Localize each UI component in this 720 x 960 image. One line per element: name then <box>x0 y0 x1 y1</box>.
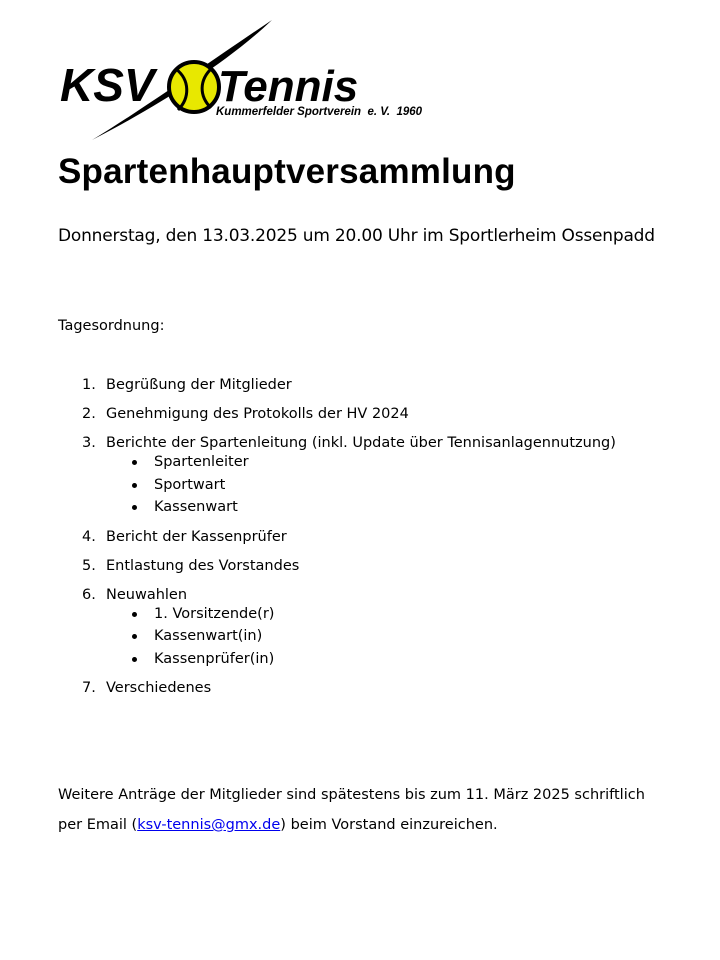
agenda-sub-item: 1. Vorsitzende(r) <box>58 604 616 627</box>
tennis-ball-icon <box>169 62 219 112</box>
agenda-sub-item: Spartenleiter <box>58 452 616 475</box>
agenda-sub-list <box>58 452 616 520</box>
agenda-item: 1. Begrüßung der Mitglieder <box>82 377 292 393</box>
agenda-item-text: Neuwahlen <box>106 586 188 603</box>
footer-text-after: ) beim Vorstand einzureichen. <box>280 817 498 833</box>
page-title: Spartenhauptversammlung <box>58 152 516 191</box>
agenda-item-text: Begrüßung der Mitglieder <box>106 377 292 393</box>
logo-brand-right: Tennis <box>218 62 359 111</box>
footer-text-before: Weitere Anträge der Mitglieder sind spätestens bis zum 11. März 2025 schriftlich per Email ( <box>58 787 645 833</box>
footer-note <box>58 780 673 840</box>
agenda-label: Tagesordnung: <box>58 318 165 334</box>
agenda-item-text: Verschiedenes <box>106 680 212 696</box>
agenda-item-text: Entlastung des Vorstandes <box>106 557 300 574</box>
agenda-item: 2. Genehmigung des Protokolls der HV 2024 <box>82 406 409 422</box>
agenda-item: 7. Verschiedenes <box>82 680 212 696</box>
agenda-sub-item: Sportwart <box>58 475 616 498</box>
agenda-item: 3. Berichte der Spartenleitung (inkl. Update über Tennisanlagennutzung) <box>82 435 616 451</box>
agenda-item-text: Genehmigung des Protokolls der HV 2024 <box>106 406 409 422</box>
logo-brand-left: KSV <box>60 59 155 111</box>
agenda-sub-item: Kassenwart(in) <box>58 626 616 649</box>
agenda-item-text: Bericht der Kassenprüfer <box>106 528 287 545</box>
ksv-tennis-logo <box>58 16 518 146</box>
logo-club-name: Kummerfelder Sportverein e. V. 1960 <box>216 106 423 118</box>
meeting-date-location: Donnerstag, den 13.03.2025 um 20.00 Uhr im Sportlerheim Ossenpadd <box>58 226 655 246</box>
agenda-item: 6. Neuwahlen <box>82 586 188 603</box>
agenda-list <box>58 375 616 707</box>
email-link[interactable]: ksv-tennis@gmx.de <box>137 817 281 833</box>
agenda-item-text: Berichte der Spartenleitung (inkl. Update über Tennisanlagennutzung) <box>106 435 616 451</box>
agenda-sub-list <box>58 604 616 672</box>
agenda-sub-item: Kassenwart <box>58 497 616 520</box>
agenda-sub-item: Kassenprüfer(in) <box>58 649 616 672</box>
agenda-item: 5. Entlastung des Vorstandes <box>82 557 300 574</box>
agenda-item: 4. Bericht der Kassenprüfer <box>82 528 287 545</box>
